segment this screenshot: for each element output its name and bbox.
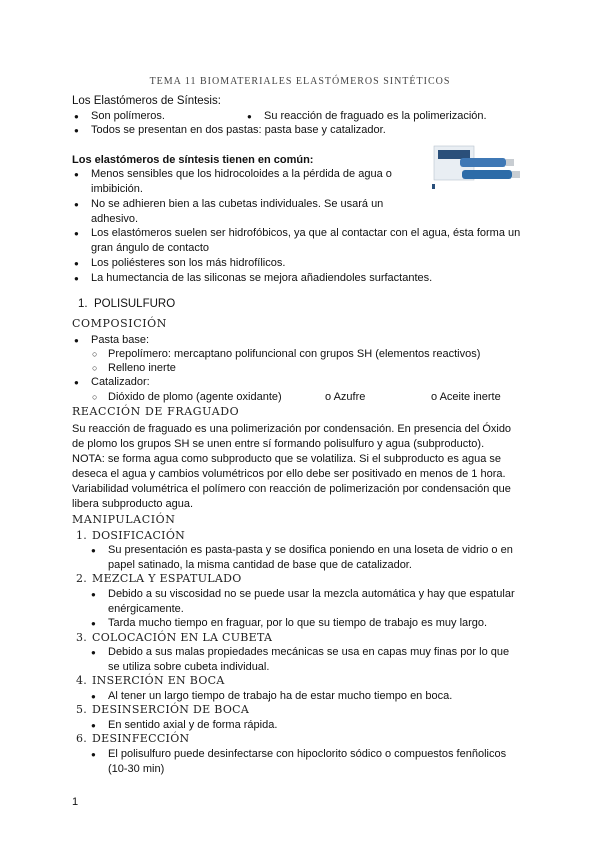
product-tube: [460, 158, 506, 167]
relleno-item: ○ Relleno inerte: [108, 361, 176, 376]
step-title: MEZCLA Y ESPATULADO: [92, 572, 242, 585]
reaccion-paragraph: Su reacción de fraguado es una polimerización por condensación. En presencia del Óxido de plomo los grupos SH se unen entre sí formando polisulfuro y agua (subproducto). NOTA: se forma agua como subproducto que se volatiliza. Si el subproducto es agua se deseca el agua y cambios volumétricos por ello debe ser positivado en menos de 1 hora. Variabilidad volumétrica el polímero con reacción de polimerización por condensación que libera subproducto agua.: [72, 423, 512, 510]
catalizador-subitem: ○ Dióxido de plomo (agente oxidante): [108, 390, 282, 405]
step-item: ● El polisulfuro puede desinfectarse con hipoclorito sódico o compuestos fenñolicos (10-30 min): [108, 747, 506, 777]
step-number: 4.: [76, 674, 88, 687]
step-title: DESINFECCIÓN: [92, 732, 190, 745]
step-number: 2.: [76, 572, 88, 585]
reaccion-heading: REACCIÓN DE FRAGUADO: [72, 405, 240, 418]
common-item: ● Menos sensibles que los hidrocoloides a la pérdida de agua o imbibición.: [91, 167, 392, 197]
catalizador-subitem: o Azufre: [325, 391, 366, 403]
common-heading: Los elastómeros de síntesis tienen en común:: [72, 154, 314, 166]
section-title: POLISULFURO: [94, 298, 176, 310]
step-item: ● Su presentación es pasta-pasta y se dosifica poniendo en una loseta de vidrio o en papel satinado, la misma cantidad de base que de catalizador.: [108, 543, 513, 573]
step-number: 5.: [76, 703, 88, 716]
product-tube-cap: [506, 159, 514, 166]
pasta-base-item: ● Pasta base:: [91, 333, 149, 348]
step-number: 1.: [76, 529, 88, 542]
step-item: ● Debido a sus malas propiedades mecánicas se usa en capas muy finas por lo que se utiliza sobre cubeta individual.: [108, 645, 509, 675]
step-item: ● Debido a su viscosidad no se puede usar la mezcla automática y hay que espatular enérgicamente.: [108, 587, 515, 617]
intro-item: ● Todos se presentan en dos pastas: pasta base y catalizador.: [91, 123, 386, 138]
product-tube-cap: [512, 171, 520, 178]
section-number: 1.: [78, 298, 88, 310]
common-item: ● Los poliésteres son los más hidrofílicos.: [91, 256, 285, 271]
product-marker: [432, 184, 435, 189]
step-number: 6.: [76, 732, 88, 745]
product-box-label: [438, 150, 470, 159]
step-item: ● En sentido axial y de forma rápida.: [108, 718, 277, 733]
manipulacion-heading: MANIPULACIÓN: [72, 513, 176, 526]
step-item: ● Al tener un largo tiempo de trabajo ha de estar mucho tiempo en boca.: [108, 689, 452, 704]
catalizador-subitem: o Aceite inerte: [431, 391, 501, 403]
intro-item: ● Son polímeros.: [91, 109, 165, 124]
common-item: ● No se adhieren bien a las cubetas individuales. Se usará un adhesivo.: [91, 197, 383, 227]
impression-material-product-image: [430, 140, 526, 192]
intro-heading: Los Elastómeros de Síntesis:: [72, 95, 221, 107]
catalizador-item: ● Catalizador:: [91, 375, 150, 390]
common-item: ● Los elastómeros suelen ser hidrofóbicos, ya que al contactar con el agua, ésta forma un gran ángulo de contacto: [91, 226, 520, 256]
intro-item: ● Su reacción de fraguado es la polimerización.: [264, 109, 487, 124]
page-number: 1: [72, 796, 79, 808]
document-title: TEMA 11 BIOMATERIALES ELASTÓMEROS SINTÉTICOS: [149, 76, 451, 87]
step-number: 3.: [76, 631, 88, 644]
step-item: ● Tarda mucho tiempo en fraguar, por lo que su tiempo de trabajo es muy largo.: [108, 616, 487, 631]
step-title: INSERCIÓN EN BOCA: [92, 674, 225, 687]
composicion-heading: COMPOSICIÓN: [72, 317, 168, 330]
prepolimero-item: ○ Prepolímero: mercaptano polifuncional con grupos SH (elementos reactivos): [108, 347, 480, 362]
step-title: DOSIFICACIÓN: [92, 529, 186, 542]
step-title: DESINSERCIÓN DE BOCA: [92, 703, 250, 716]
step-title: COLOCACIÓN EN LA CUBETA: [92, 631, 273, 644]
product-tube: [462, 170, 512, 179]
common-item: ● La humectancia de las siliconas se mejora añadiendoles surfactantes.: [91, 271, 432, 286]
